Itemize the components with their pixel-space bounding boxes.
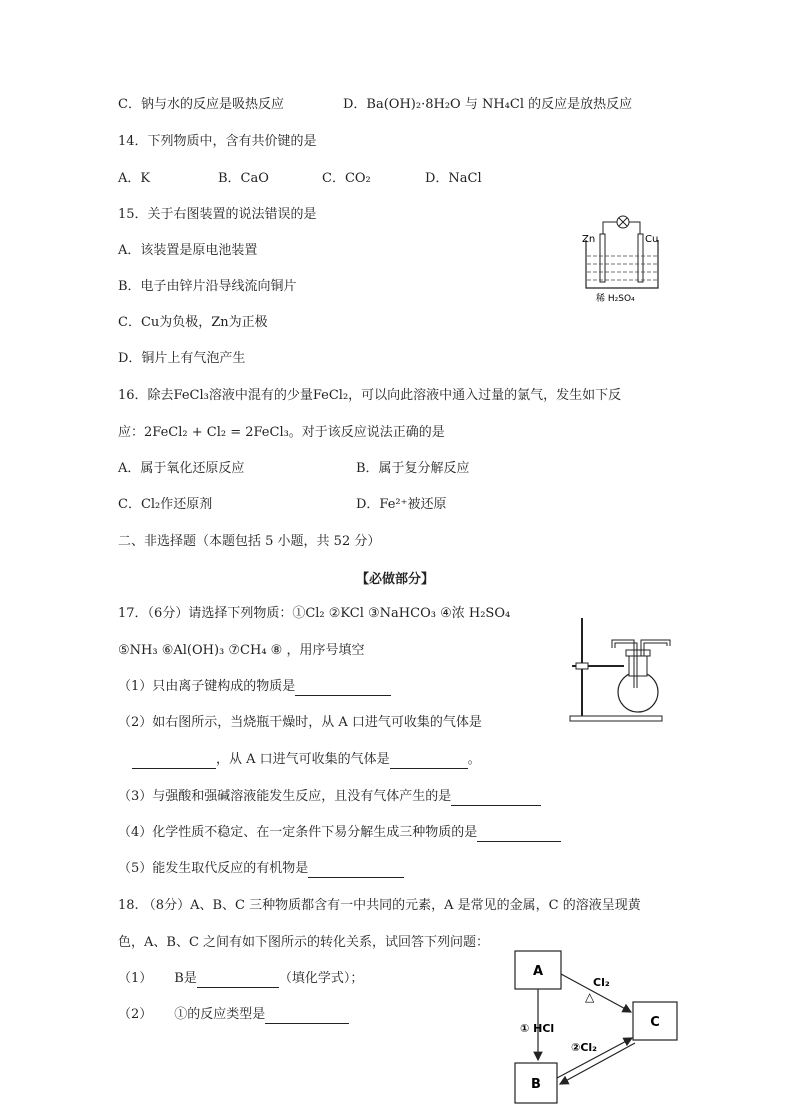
q17-answer1-blank[interactable] [295, 681, 391, 696]
q14-option-a: A．K [118, 171, 151, 186]
q15-option-a: A．该装置是原电池装置 [118, 243, 258, 258]
q17-answer4-blank[interactable] [477, 827, 561, 842]
gas-collection-apparatus-figure [566, 612, 678, 724]
q18-stem-line1: 18. （8分）A、B、C 三种物质都含有一中共同的元素，A 是常见的金属，C 的溶液呈现黄 [118, 898, 641, 913]
q16-option-c: C．Cl₂作还原剂 [118, 497, 213, 512]
q16-option-a: A．属于氧化还原反应 [118, 461, 245, 476]
arrow-b-to-c-label: ②Cl₂ [571, 1041, 597, 1054]
arrow-a-to-b-label: ① HCl [520, 1022, 555, 1035]
q17-part2-end: 。 [467, 752, 481, 767]
galvanic-cell-figure [578, 212, 668, 304]
q15-option-b: B．电子由锌片沿导线流向铜片 [118, 279, 297, 294]
q18-part1-end: （填化学式）； [278, 971, 364, 986]
q17-part5-text: （5）能发生取代反应的有机物是 [118, 861, 309, 876]
q18-stem-line2: 色，A、B、C 之间有如下图所示的转化关系，试回答下列问题： [118, 935, 490, 950]
heat-symbol: △ [585, 990, 595, 1004]
arrow-a-to-c-label: Cl₂ [593, 976, 610, 989]
q18-answer2-blank[interactable] [265, 1009, 349, 1024]
q17-part2: （2）如右图所示，当烧瓶干燥时，从 A 口进气可收集的气体是 [118, 715, 482, 730]
node-c-label: C [650, 1015, 660, 1030]
q17-stem-line2: ⑤NH₃ ⑥Al(OH)₃ ⑦CH₄ ⑧ ，用序号填空 [118, 643, 365, 658]
q13-option-d: D．Ba(OH)₂·8H₂O 与 NH₄Cl 的反应是放热反应 [343, 97, 633, 112]
q17-part4-text: （4）化学性质不稳定、在一定条件下易分解生成三种物质的是 [118, 825, 478, 840]
q13-option-c: C．钠与水的反应是吸热反应 [118, 97, 284, 112]
q14-option-d: D．NaCl [425, 171, 482, 186]
required-part-heading: 【必做部分】 [355, 572, 434, 587]
q18-part1 [118, 970, 363, 988]
q17-answer2b-blank[interactable] [390, 754, 468, 769]
q17-part2-cont [132, 751, 481, 769]
q18-part2 [118, 1006, 349, 1024]
q18-part1-num: （1） [118, 971, 153, 986]
q17-part5 [118, 860, 404, 878]
q17-part1 [118, 678, 391, 696]
q17-part1-text: （1）只由离子键构成的物质是 [118, 679, 296, 694]
node-b-label: B [531, 1077, 541, 1092]
acid-label: 稀 H₂SO₄ [596, 294, 635, 304]
q17-answer5-blank[interactable] [308, 863, 404, 878]
q17-part3 [118, 788, 541, 806]
section-heading: 二、非选择题（本题包括 5 小题，共 52 分） [118, 534, 381, 549]
q15-option-c: C．Cu为负极，Zn为正极 [118, 315, 268, 330]
q17-part3-text: （3）与强酸和强碱溶液能发生反应，且没有气体产生的是 [118, 789, 452, 804]
node-a-label: A [532, 964, 544, 979]
q18-part2-num: （2） [118, 1007, 153, 1022]
q14-stem: 14．下列物质中，含有共价键的是 [118, 134, 317, 149]
q18-part1-text: B是 [174, 971, 197, 986]
q16-stem-line1: 16．除去FeCl₃溶液中混有的少量FeCl₂，可以向此溶液中通入过量的氯气，发生如下反 [118, 388, 622, 403]
q18-part2-text: ①的反应类型是 [174, 1007, 266, 1022]
q16-stem-line2: 应：2FeCl₂ + Cl₂ = 2FeCl₃。对于该反应说法正确的是 [118, 425, 445, 440]
q14-option-c: C．CO₂ [322, 171, 371, 186]
q18-answer1-blank[interactable] [197, 973, 279, 988]
abc-transformation-diagram [505, 946, 685, 1116]
q17-answer2a-blank[interactable] [132, 754, 216, 769]
q17-part4 [118, 824, 561, 842]
copper-label: Cu [645, 234, 659, 245]
q16-option-d: D．Fe²⁺被还原 [356, 497, 447, 512]
q14-option-b: B．CaO [218, 171, 269, 186]
q15-option-d: D．铜片上有气泡产生 [118, 351, 246, 366]
zinc-label: Zn [582, 234, 596, 245]
q17-answer3-blank[interactable] [451, 791, 541, 806]
q16-option-b: B．属于复分解反应 [356, 461, 470, 476]
q17-stem-line1: 17．（6分）请选择下列物质：①Cl₂ ②KCl ③NaHCO₃ ④浓 H₂SO₄ [118, 606, 511, 621]
q17-part2b-text: ，从 A 口进气可收集的气体是 [216, 752, 390, 767]
q15-stem: 15．关于右图装置的说法错误的是 [118, 207, 317, 222]
